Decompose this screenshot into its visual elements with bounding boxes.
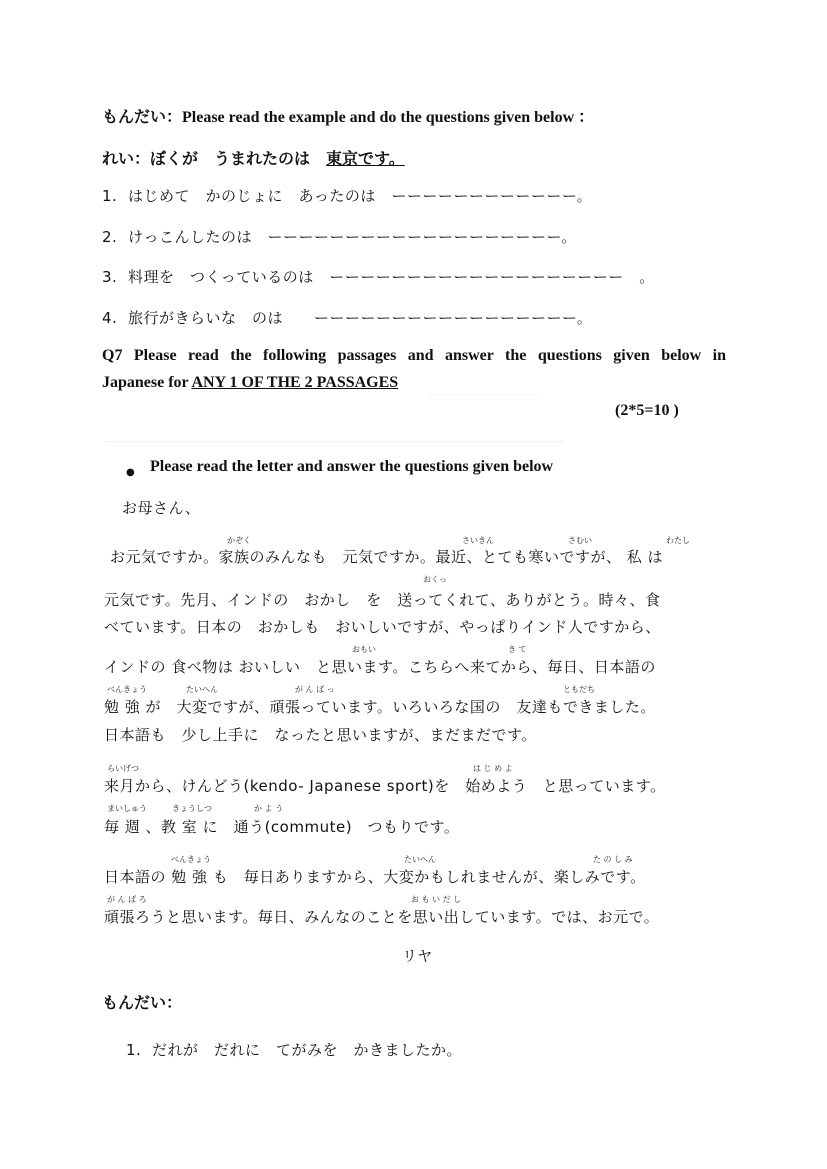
letter-instruction: Please read the letter and answer the questions given below [150,458,554,475]
question-text: けっこんしたのは ーーーーーーーーーーーーーーーーーーー。 [128,228,577,246]
fill-question-4 [102,307,592,328]
letter-line-1: お元気ですか。家族のみんなも 元気ですか。最近、とても寒いですが、 私 は [110,548,664,566]
q7-line-2-prefix: Japanese for [102,374,192,391]
letter-line-10: 頑張ろうと思います。毎日、みんなのことを思い出しています。では、お元で。 [104,908,660,926]
furigana: おくっ [423,575,447,584]
letter-line-6: 日本語も 少し上手に なったと思いますが、まだまだです。 [104,726,537,744]
example-line [102,146,405,169]
fill-question-2 [102,226,577,247]
mondai-instruction: もんだい：Please read the example and do the questions given below ： [102,109,595,126]
furigana: おもい [352,645,376,654]
furigana: まいしゅう [107,804,147,813]
furigana: は じ め よ [473,764,513,773]
furigana: べんきょう [171,855,211,864]
letter-line-5: 勉 強 が 大変ですが、頑張っています。いろいろな国の 友達もできました。 [104,698,656,716]
question-text: だれが だれに てがみを かきましたか。 [152,1041,463,1059]
letter-line-3: べています。日本の おかしも おいしいですが、やっぱりインド人ですから、 [104,618,661,636]
furigana: お も い だ し [411,895,462,904]
furigana: きょうしつ [172,804,212,813]
faint-dotted-line [430,394,540,395]
mondai-heading: もんだい： [102,995,183,1012]
furigana: き て [508,645,527,654]
letter-line-4: インドの 食べ物は おいしい と思います。こちらへ来てから、毎日、日本語の [104,658,656,676]
question-number: 3. [102,268,118,286]
bullet-icon: ● [126,467,135,478]
q7-line-1: Q7 Please read the following passages and answer the questions given below in [102,347,726,364]
letter-line-2: 元気です。先月、インドの おかし を 送ってくれて、ありがとう。時々、食 [104,591,661,609]
question-number: 1. [126,1041,142,1059]
question-number: 1. [102,187,118,205]
letter-line-8: 毎 週 、教 室 に 通う(commute) つもりです。 [104,818,460,836]
letter-line-7: 来月から、けんどう(kendo- Japanese sport)を 始めよう と思っています。 [104,777,666,795]
question-text: 料理を つくっているのは ーーーーーーーーーーーーーーーーーーー 。 [128,268,655,286]
q7-marks: (2*5=10 ) [615,402,679,419]
furigana: ともだち [563,685,595,694]
question-text: 旅行がきらいな のは ーーーーーーーーーーーーーーーーー。 [128,309,593,327]
example-answer: 東京です。 [326,151,405,168]
question-text: はじめて かのじょに あったのは ーーーーーーーーーーーー。 [128,187,593,205]
example-prefix: れい：ぼくが うまれたのは [102,151,327,168]
furigana: らいげつ [107,764,139,773]
letter-greeting: お母さん、 [122,499,201,517]
letter-line-9: 日本語の 勉 強 も 毎日ありますから、大変かもしれませんが、楽しみです。 [104,868,646,886]
question-number: 4. [102,309,118,327]
faint-dotted-line [105,441,565,442]
furigana: さむい [568,536,592,545]
furigana: たいへん [404,855,436,864]
fill-question-1 [102,185,592,206]
furigana: が ん ば ろ [107,895,147,904]
furigana: べんきょう [107,685,147,694]
fill-question-3 [102,266,655,287]
furigana: かぞく [227,536,251,545]
letter-signature: リヤ [402,947,433,965]
furigana: わたし [666,536,690,545]
furigana: か よ う [254,804,284,813]
question-number: 2. [102,228,118,246]
q7-line-2 [102,374,398,392]
comprehension-question-1 [126,1039,462,1060]
furigana: た の し み [593,855,633,864]
furigana: さいきん [462,536,494,545]
furigana: たいへん [186,685,218,694]
q7-passage-choice: ANY 1 OF THE 2 PASSAGES [191,374,399,391]
furigana: が ん ば っ [295,685,335,694]
